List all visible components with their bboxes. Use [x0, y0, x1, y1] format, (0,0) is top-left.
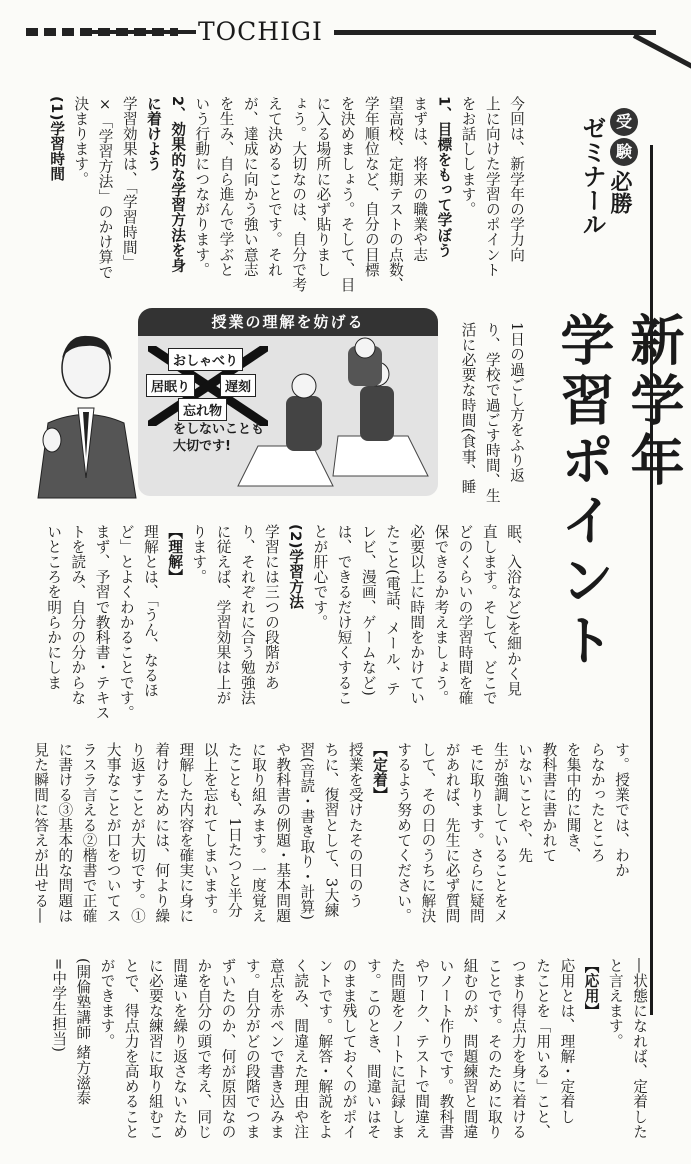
chip-chatting: おしゃべり	[168, 348, 243, 371]
section-title: TOCHIGI	[198, 17, 323, 46]
text-line: を集中的に聞き、	[564, 742, 582, 863]
text-line: ×「学習方法」のかけ算で	[96, 96, 114, 280]
series-logo	[548, 108, 640, 278]
text-line: (1)学習時間	[48, 96, 66, 182]
text-line: 生が強調していることをメ	[491, 742, 509, 924]
text-line: 授業を受けたその日のう	[346, 742, 364, 909]
text-line: に書ける③基本的な問題は	[56, 742, 74, 924]
header-rule-slant-inner	[639, 38, 691, 69]
text-line: り、学校で過ごす時間、生	[483, 322, 501, 504]
illustration	[28, 308, 448, 508]
text-line: は、できるだけ短くするこ	[335, 524, 353, 706]
text-line: まずは、将来の職業や志	[411, 96, 429, 263]
text-line: ができます。	[98, 958, 116, 1049]
text-line: ―状態になれば、定着した	[631, 958, 648, 1140]
text-line: を決めましょう。そして、目	[338, 96, 356, 293]
text-line: や教科書の例題・基本問題	[274, 742, 292, 924]
illustration-note	[173, 421, 264, 455]
text-line: レビ、漫画、ゲームなど)	[359, 524, 377, 697]
text-line: いノート作りです。教科書	[437, 958, 455, 1140]
headline	[548, 312, 688, 672]
text-line: す。授業では、わか	[613, 742, 630, 878]
text-line: 学年順位など、自分の目標	[362, 96, 380, 278]
text-line: まず、予習で教科書・テキス	[93, 524, 111, 721]
text-line: 応用とは、理解・定着し	[558, 958, 576, 1125]
text-line: (2)学習方法	[287, 524, 305, 610]
text-line: ントです。解答・解説をよ	[316, 958, 334, 1140]
text-line: モに取ります。さらに疑問	[467, 742, 485, 924]
text-line: 【応用】	[582, 958, 600, 1019]
text-line: をお話しします。	[459, 96, 477, 217]
text-line: と言えます。	[606, 958, 624, 1049]
text-line: のまま残しておくのがポイ	[340, 958, 358, 1140]
illustration-banner: 授業の理解を妨げる	[138, 308, 438, 336]
text-line: とで、得点力を高めること	[122, 958, 140, 1140]
text-line: ずいたのか、何が原因なの	[219, 958, 237, 1140]
headline-line-1: 新学年	[622, 312, 685, 492]
chip-late: 遅刻	[220, 374, 256, 397]
text-line: いう行動につながります。	[193, 96, 211, 278]
text-line: えて決めることです。それ	[265, 96, 283, 278]
text-line: ことです。そのために取り	[485, 958, 503, 1140]
text-line: =中学生担当)	[50, 958, 68, 1053]
text-line: 望高校、定期テストの点数、	[386, 96, 404, 293]
header-rule-left-solid	[84, 30, 196, 34]
text-line: らなかったところ	[588, 742, 606, 863]
text-line: た問題をノートに記録しま	[388, 958, 406, 1140]
text-line: があれば、先生に必ず質問	[443, 742, 461, 924]
text-line: 学習には三つの段階があ	[262, 524, 280, 691]
logo-badge-ju: 受	[610, 108, 638, 136]
text-line: (開倫塾講師 緒方滋泰	[74, 958, 92, 1106]
text-line: 直します。そして、どこで	[480, 524, 498, 706]
text-line: 保できるか考えましょう。	[432, 524, 450, 706]
text-line: 1、目標をもって学ぼう	[435, 96, 453, 258]
text-line: く読み、間違えた理由や注	[292, 958, 310, 1140]
headline-line-2: 学習ポイント	[552, 312, 615, 672]
text-line: ります。	[190, 524, 208, 585]
text-line: 習(音読・書き取り・計算)	[298, 742, 316, 921]
text-line: 以上を忘れてしまいます。	[201, 742, 219, 924]
body-column-d	[13, 742, 633, 947]
text-line: 意点を赤ペンで書き込みま	[267, 958, 285, 1140]
text-line: に取り組みます。一度覚え	[249, 742, 267, 924]
text-line: に着けよう	[144, 96, 162, 172]
text-line: が、達成に向かう強い意志	[241, 96, 259, 278]
logo-badge-ken: 験	[610, 138, 638, 166]
body-column-c	[25, 524, 525, 729]
text-line: とが肝心です。	[311, 524, 329, 630]
text-line: たことも、1日たつと半分	[225, 742, 243, 918]
text-line: 学習効果は、「学習時間」	[120, 96, 138, 270]
text-line: 決まります。	[72, 96, 90, 187]
text-line: り、それぞれに合う勉強法	[238, 524, 256, 706]
body-column-e	[31, 958, 651, 1158]
text-line: 理解した内容を確実に身に	[177, 742, 195, 924]
text-line: 今回は、新学年の学力向	[508, 96, 525, 263]
text-line: 1日の過ごし方をふり返	[508, 322, 525, 483]
text-line: トを読み、自分の分からな	[69, 524, 87, 706]
text-line: ょう。大切なのは、自分で考	[290, 96, 308, 293]
text-line: やワーク、テストで間違え	[413, 958, 431, 1140]
text-line: 上に向けた学習のポイント	[483, 96, 501, 278]
text-line: たことを「用いる」こと、	[534, 958, 552, 1140]
body-column-a	[28, 96, 528, 301]
text-line: 2、効果的な学習方法を身	[169, 96, 187, 273]
text-line: たこと(電話、メール、テ	[383, 524, 401, 697]
text-line: す。自分がどの段階でつま	[243, 958, 261, 1140]
text-line: す。このとき、間違いはそ	[364, 958, 382, 1140]
text-line: 眠、入浴など)を細かく見	[505, 524, 522, 697]
text-line: に必要な練習に取り組むこ	[146, 958, 164, 1140]
text-line: 大事なことが口をついてス	[104, 742, 122, 924]
logo-hissho: 必勝	[607, 170, 632, 214]
teacher-illustration	[28, 328, 138, 528]
text-line: を生み、自ら進んで学ぶと	[217, 96, 235, 278]
note-line-1: をしないことも	[173, 422, 265, 437]
text-line: ちに、復習として、3大練	[322, 742, 340, 918]
text-line: 活に必要な時間(食事、睡	[459, 322, 477, 495]
text-line: に入る場所に必ず貼りまし	[314, 96, 332, 278]
header-rule-right	[334, 30, 656, 35]
note-line-2: 大切です!	[173, 439, 231, 454]
text-line: 見た瞬間に答えが出せる―	[32, 742, 50, 924]
text-line: するよう努めてください。	[395, 742, 413, 924]
text-line: 理解とは、「うん、なるほ	[141, 524, 159, 698]
chip-forgetting: 忘れ物	[178, 398, 227, 421]
text-line: に従えば、学習効果は上が	[214, 524, 232, 706]
text-line: 組むのが、問題練習と間違	[461, 958, 479, 1140]
text-line: ラスラ言える②楷書で正確	[80, 742, 98, 924]
logo-seminar: ゼミナール	[578, 116, 606, 236]
text-line: どのくらいの学習時間を確	[456, 524, 474, 706]
text-line: 教科書に書かれて	[540, 742, 558, 863]
text-line: いところを明らかにしま	[45, 524, 63, 691]
text-line: 間違いを繰り返さないため	[171, 958, 189, 1140]
text-line: いないことや、先	[516, 742, 534, 863]
text-line: 【定着】	[370, 742, 388, 803]
text-line: つまり得点力を身に着ける	[509, 958, 527, 1140]
text-line: して、その日のうちに解決	[419, 742, 437, 924]
text-line: ど」とよくわかることです。	[117, 524, 135, 721]
text-line: かを自分の頭で考え、同じ	[195, 958, 213, 1140]
text-line: 【理解】	[166, 524, 184, 585]
text-line: り返すことが大切です。①	[128, 742, 146, 924]
chip-dozing: 居眠り	[146, 374, 195, 397]
body-column-b	[448, 322, 528, 512]
text-line: 着けるためには、何より繰	[153, 742, 171, 924]
text-line: 必要以上に時間をかけてい	[408, 524, 426, 706]
